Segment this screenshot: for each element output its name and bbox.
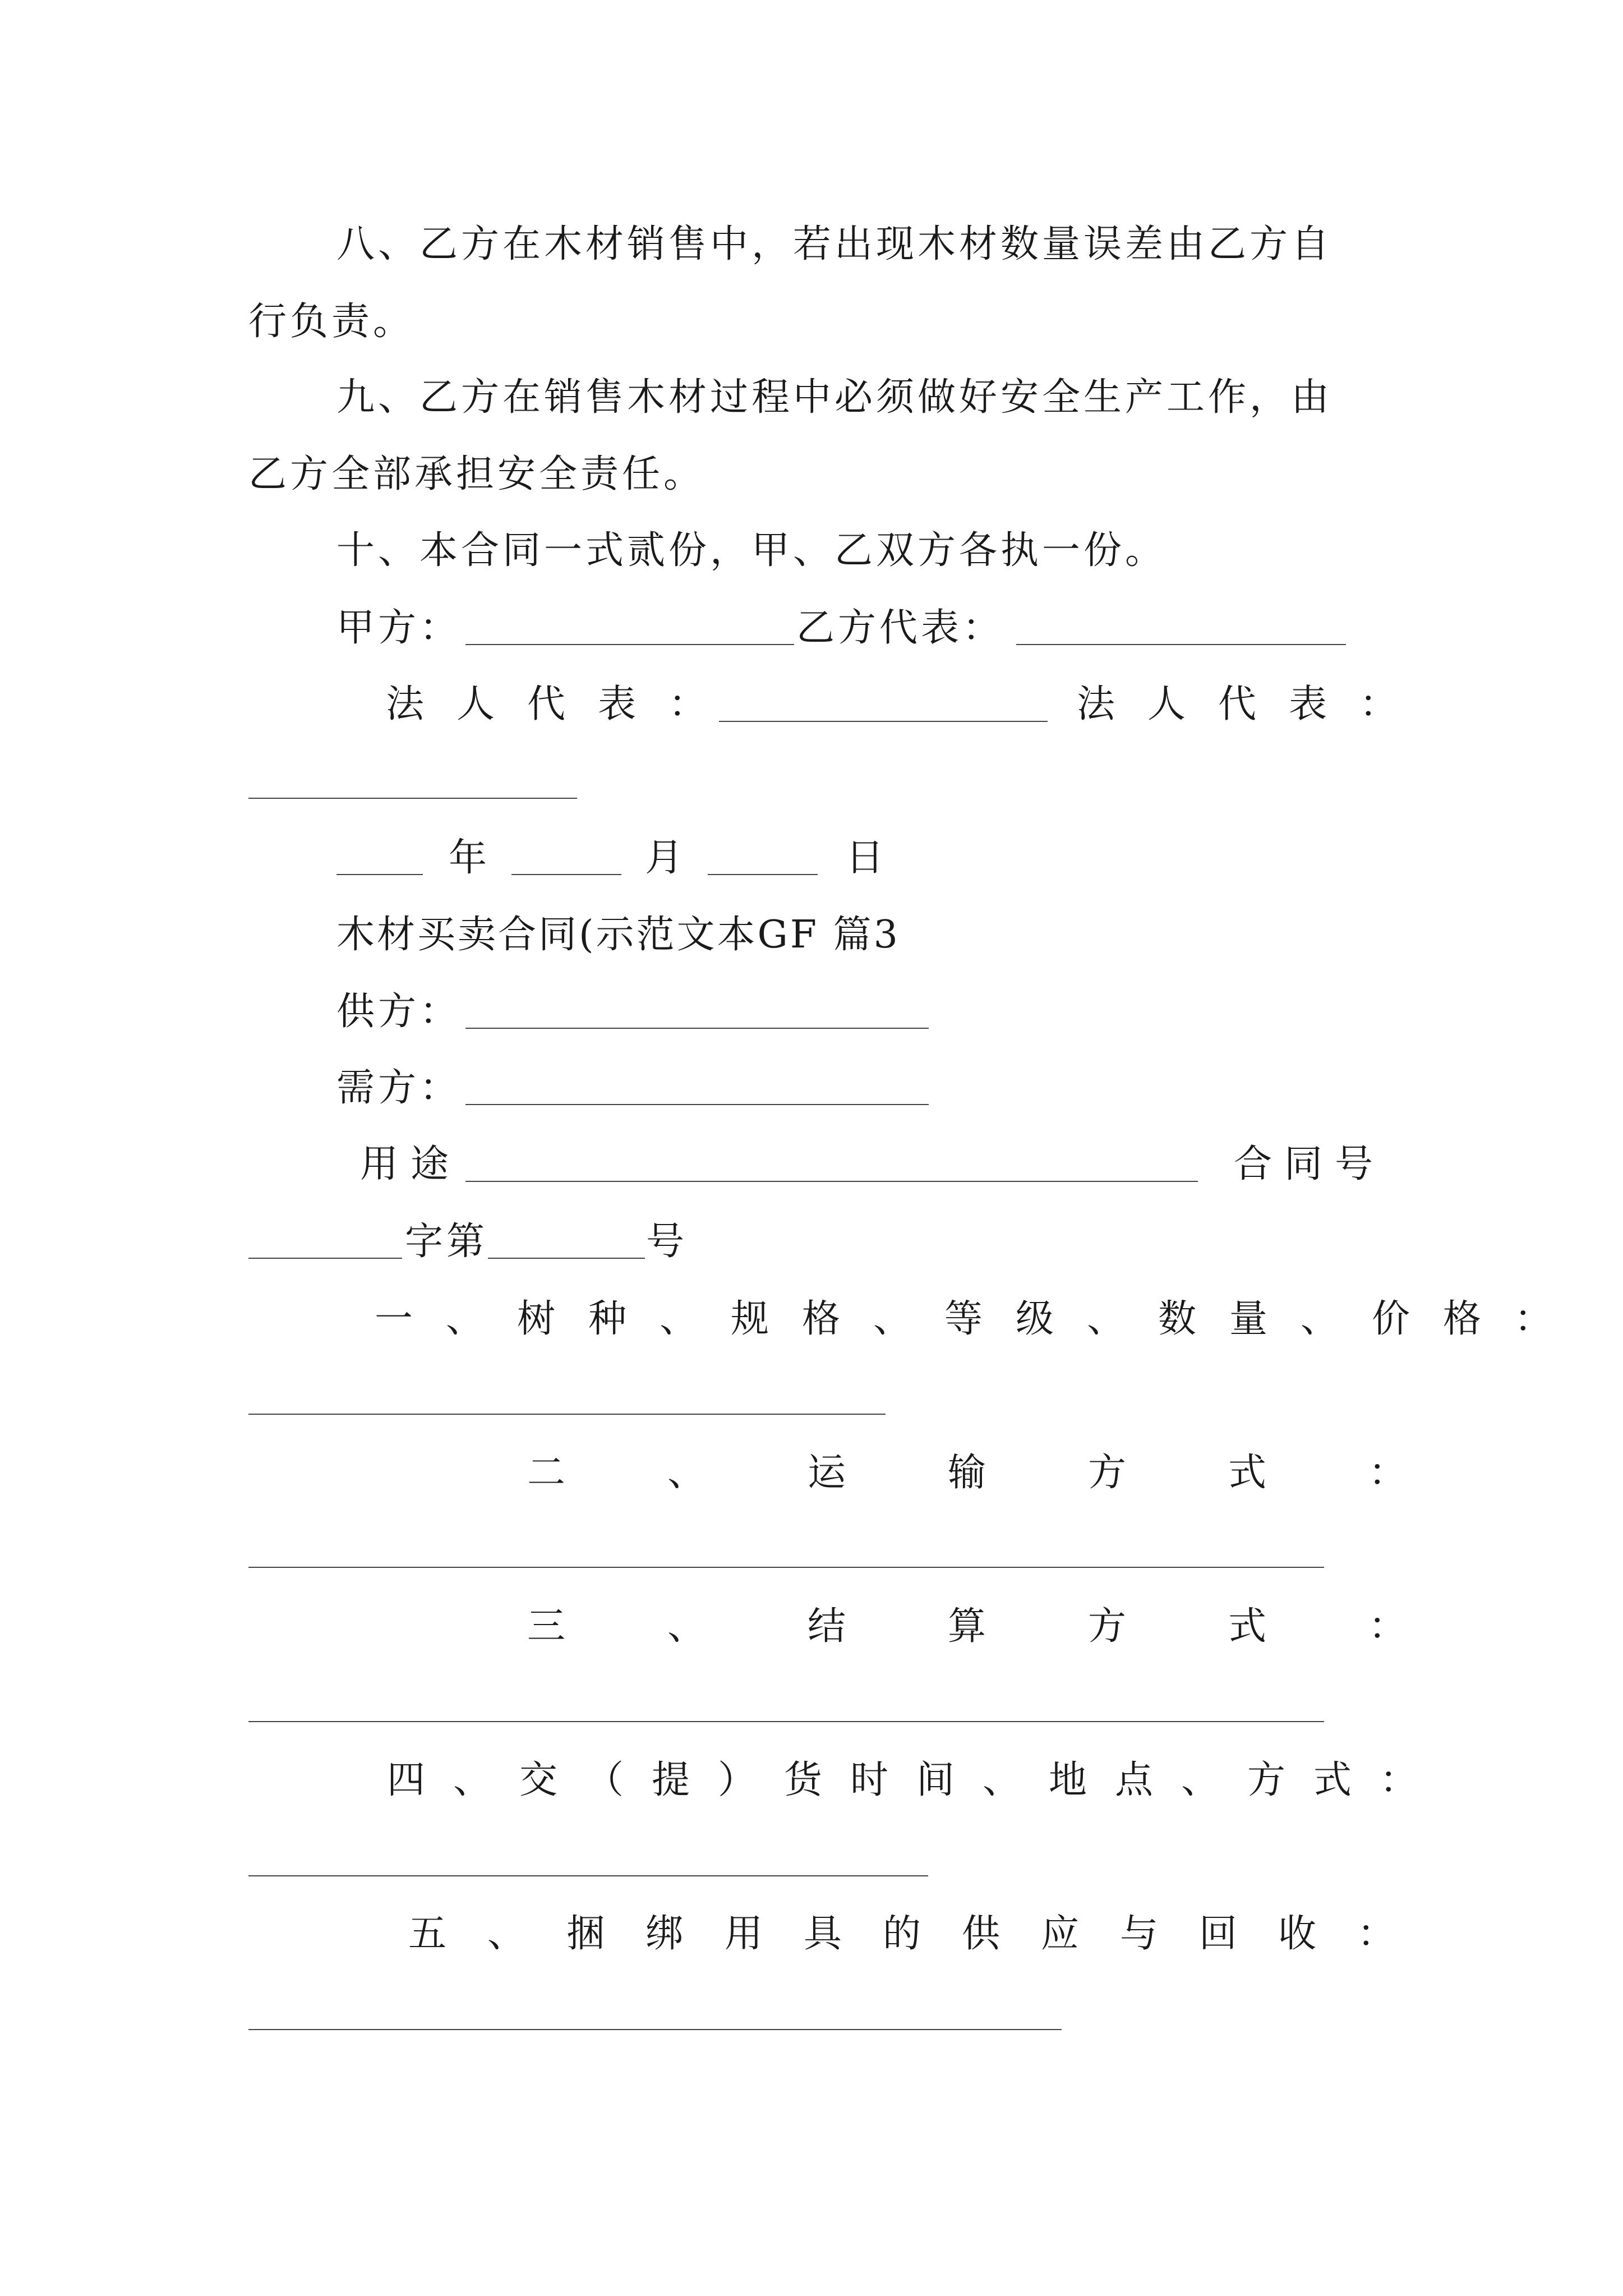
zi-di-label: 字第	[405, 1220, 488, 1264]
supplier-blank	[465, 1028, 929, 1029]
clause-10: 十、本合同一式贰份，甲、乙双方各执一份。	[336, 528, 1167, 573]
buyer-blank	[465, 1104, 929, 1105]
contract-no-label: 合同号	[1234, 1142, 1386, 1186]
item-3-blank	[248, 1721, 1324, 1722]
legal-rep-a-blank	[719, 721, 1048, 722]
month-blank	[511, 874, 621, 875]
purpose-label: 用途	[360, 1142, 462, 1186]
item-5: 五、捆绑用具的供应与回收：	[408, 1912, 1437, 1956]
contract-3-title: 木材买卖合同(示范文本GF 篇3	[336, 913, 900, 957]
year-label: 年	[449, 836, 487, 880]
party-a-label: 甲方：	[336, 606, 462, 650]
item-4-blank	[248, 1875, 928, 1876]
party-b-rep-blank	[1016, 644, 1346, 645]
clause-9-line-2: 乙方全部承担安全责任。	[248, 452, 706, 496]
legal-rep-a-label: 法人代表：	[386, 682, 740, 726]
item-3: 三、结算方式：	[527, 1604, 1509, 1649]
legal-rep-b-label: 法人代表：	[1077, 682, 1431, 726]
hao-label: 号	[646, 1220, 685, 1264]
item-1: 一、树种、规格、等级、数量、价格：	[375, 1297, 1586, 1341]
clause-8-line-1: 八、乙方在木材销售中，若出现木材数量误差由乙方自	[336, 222, 1333, 266]
clause-8-line-2: 行负责。	[248, 300, 415, 344]
year-blank	[336, 874, 423, 875]
item-4: 四、交（提）货时间、地点、方式：	[387, 1758, 1446, 1802]
legal-rep-b-blank	[248, 798, 577, 799]
day-label: 日	[846, 836, 884, 880]
buyer-label: 需方：	[336, 1066, 462, 1110]
item-2-blank	[248, 1567, 1324, 1568]
item-5-blank	[248, 2029, 1062, 2030]
party-b-rep-label: 乙方代表：	[796, 606, 1004, 650]
party-a-blank	[465, 644, 794, 645]
contract-no-number-blank	[488, 1258, 645, 1259]
contract-no-prefix-blank	[248, 1258, 402, 1259]
item-1-blank	[248, 1414, 886, 1415]
day-blank	[708, 874, 818, 875]
month-label: 月	[645, 836, 684, 880]
purpose-blank	[465, 1181, 1198, 1182]
item-2: 二、运输方式：	[527, 1451, 1509, 1495]
supplier-label: 供方：	[336, 990, 462, 1034]
clause-9-line-1: 九、乙方在销售木材过程中必须做好安全生产工作，由	[336, 375, 1333, 420]
